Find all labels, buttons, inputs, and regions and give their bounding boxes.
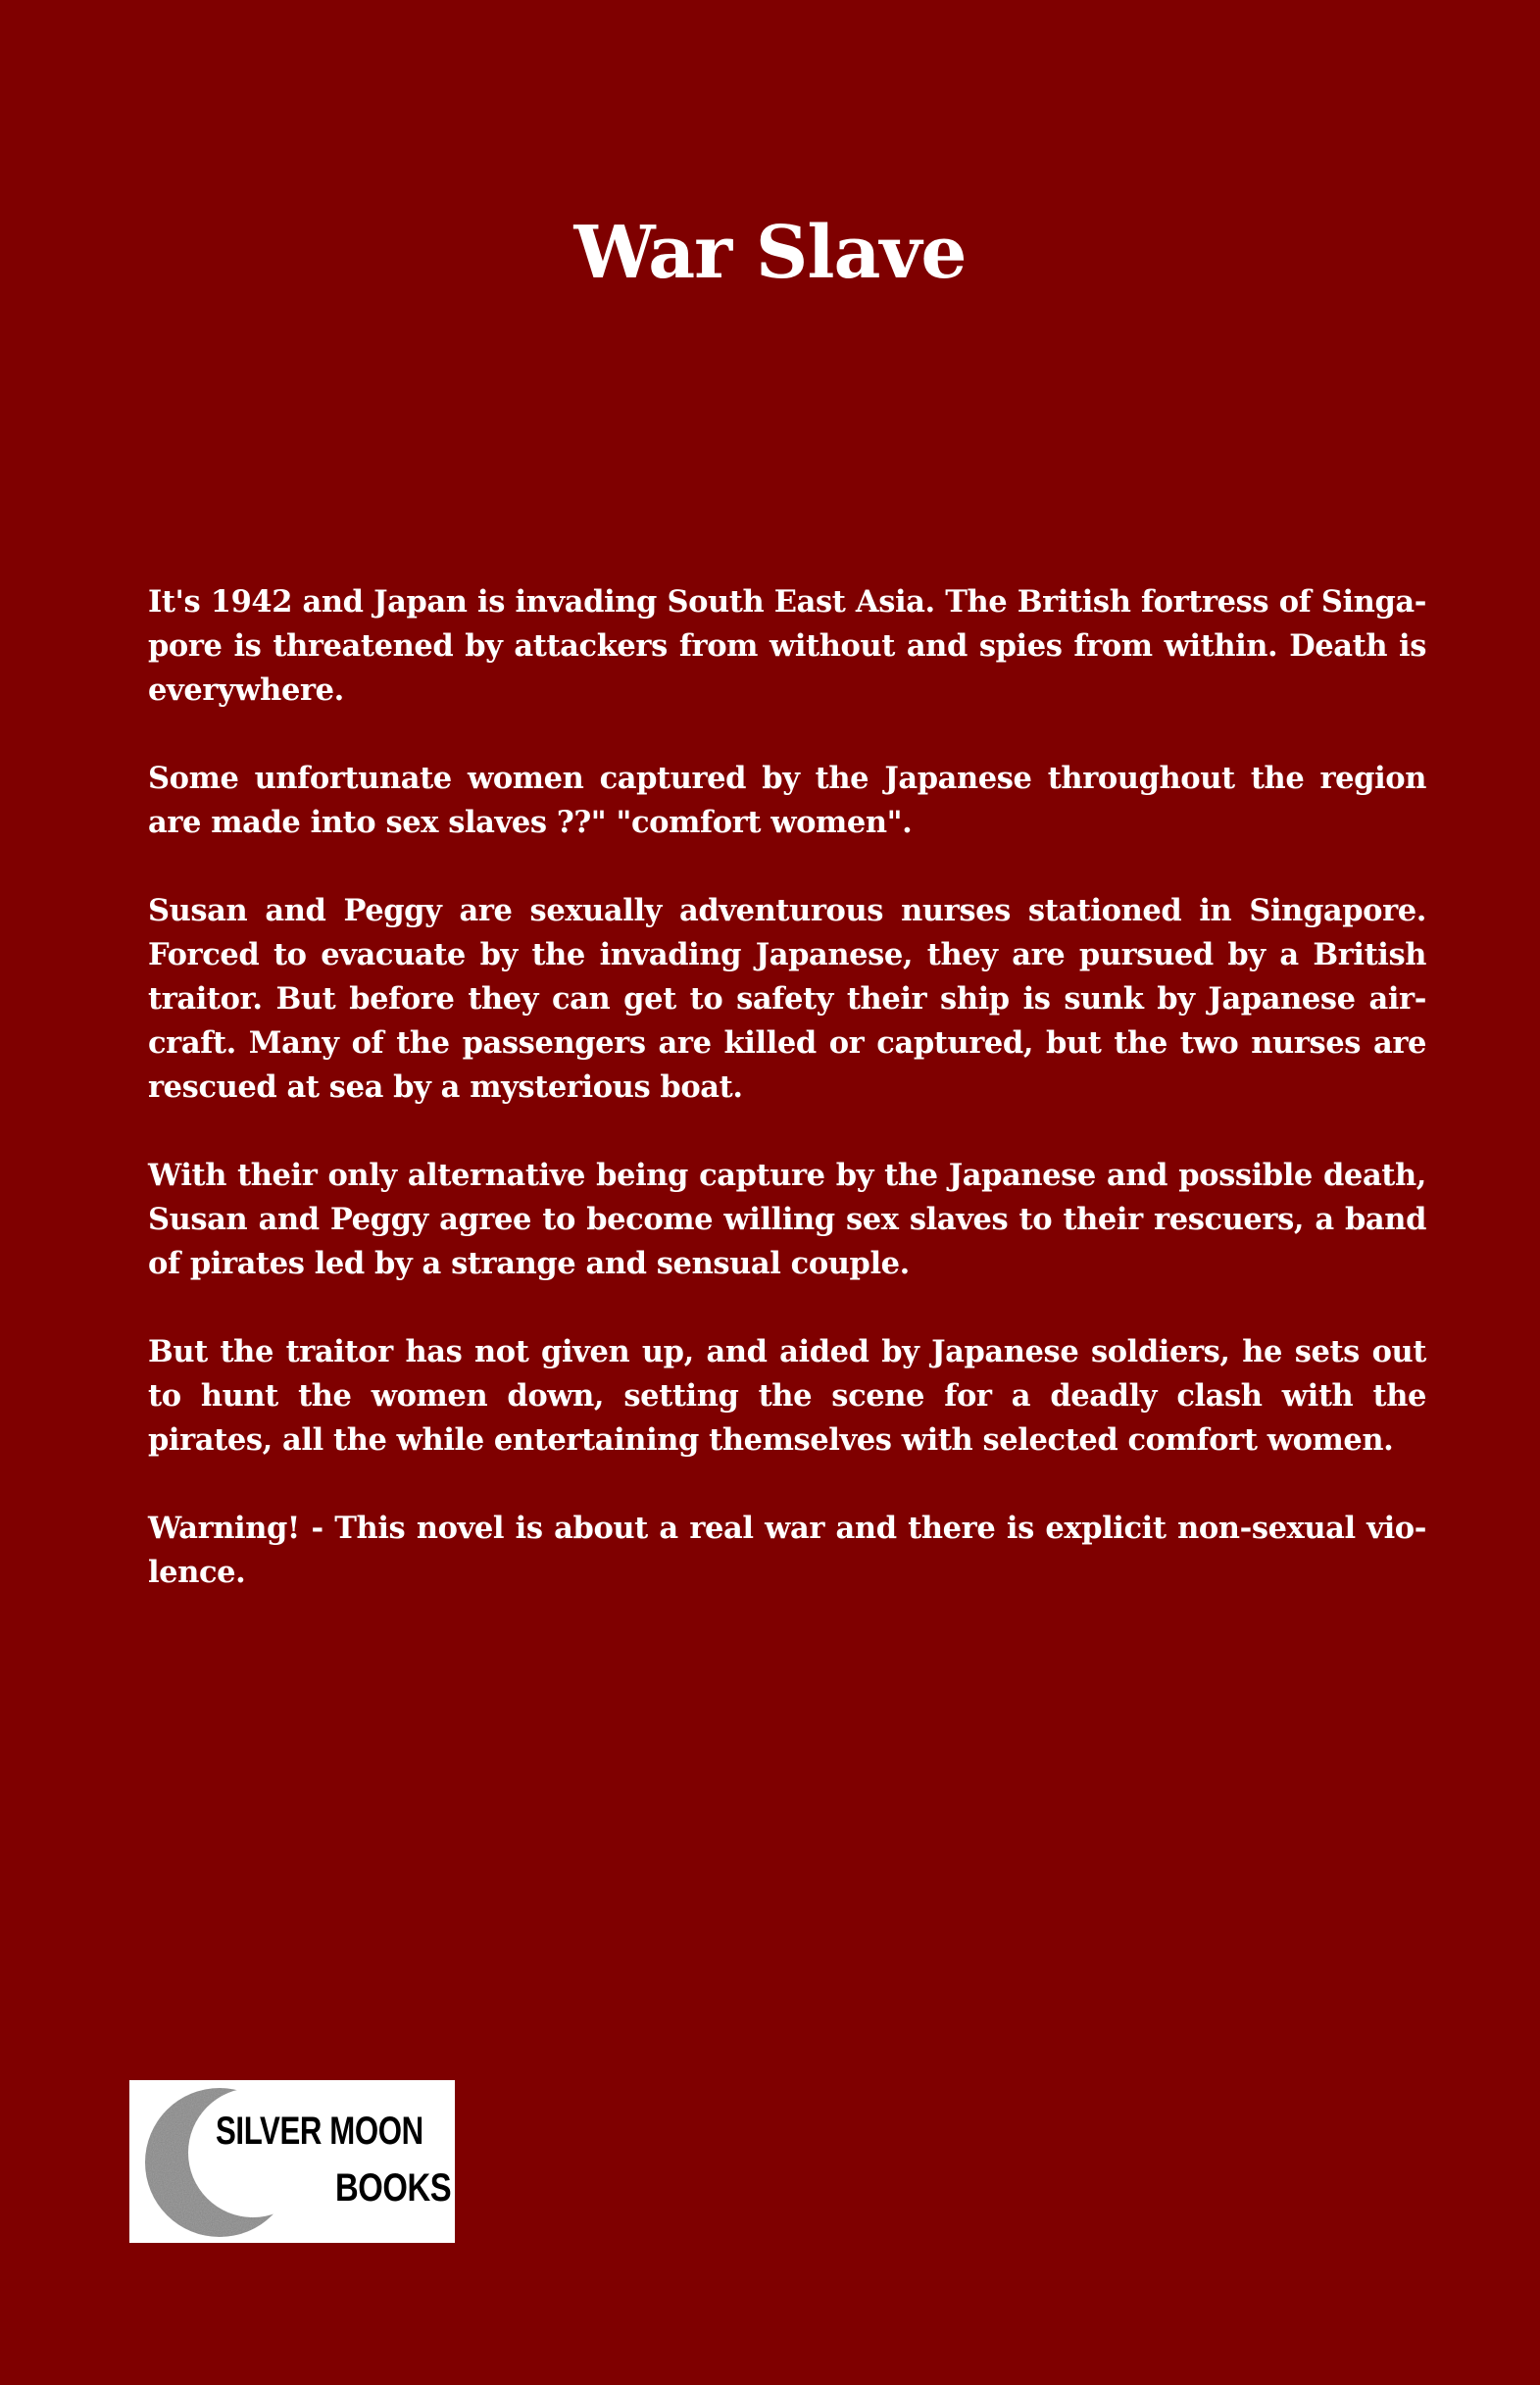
blurb-paragraph: With their only alternative being capture by the Japanese and possible death, Susan and Peggy agree to become willing sex slaves to their rescuers, a band of pirates led by a strange and sensual couple. (148, 1158, 1426, 1281)
crescent-moon-icon (129, 2080, 455, 2243)
blurb-paragraph: It's 1942 and Japan is invading South East Asia. The British fortress of Singa-pore is threatened by attackers from without and spies from within. Death is everywhere. (148, 584, 1426, 708)
blurb-paragraph: Susan and Peggy are sexually adventurous nurses stationed in Singapore. Forced to evacuate by the invading Japanese, they are pursued by a British traitor. But before they can get to safety their ship is sunk by Japanese air-craft. Many of the passengers are killed or captured, but the two nurses are rescued at sea by a mysterious boat. (148, 893, 1426, 1105)
publisher-name-line1: SILVER MOON (216, 2110, 423, 2153)
blurb-paragraph: Some unfortunate women captured by the Japanese throughout the region are made into sex slaves ??" "comfort women". (148, 761, 1426, 840)
blurb-paragraph: Warning! - This novel is about a real war and there is explicit non-sexual vio-lence. (148, 1511, 1426, 1590)
blurb (148, 580, 1426, 1639)
blurb-paragraph: But the traitor has not given up, and aided by Japanese soldiers, he sets out to hunt the women down, setting the scene for a deadly clash with the pirates, all the while entertaining themselves with selected comfort women. (148, 1334, 1426, 1458)
publisher-logo (129, 2080, 455, 2243)
publisher-name-line2: BOOKS (335, 2166, 452, 2210)
book-title: War Slave (573, 211, 967, 295)
